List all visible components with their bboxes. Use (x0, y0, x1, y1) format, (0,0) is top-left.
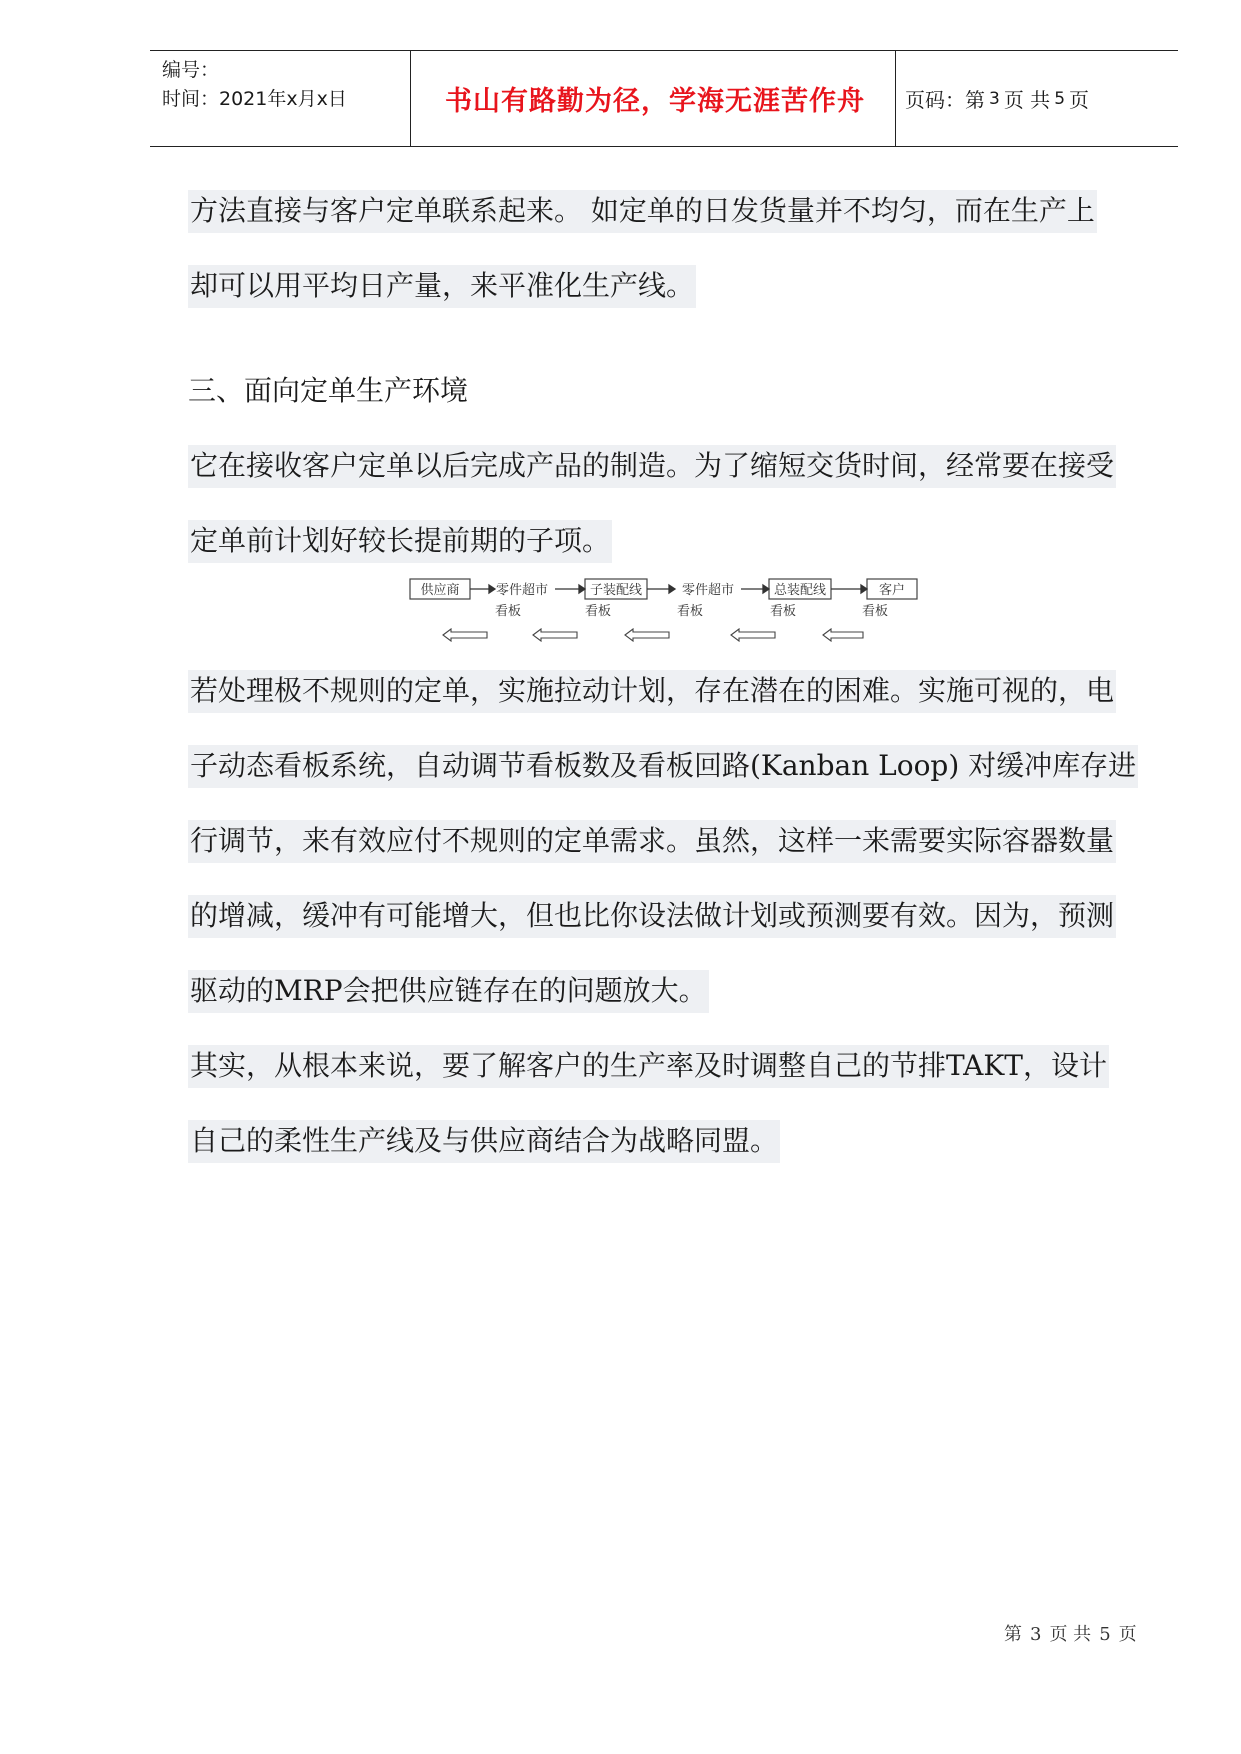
serial-label: 编号： (162, 59, 220, 81)
text-line: 若处理极不规则的定单，实施拉动计划，存在潜在的困难。实施可视的，电 (188, 670, 1116, 713)
text-line: 行调节，来有效应付不规则的定单需求。虽然，这样一来需要实际容器数量 (188, 820, 1116, 863)
footer-prefix: 第 (1004, 1624, 1022, 1645)
paragraph-3 (188, 653, 1148, 1028)
page-total: 5 (1054, 88, 1066, 109)
text-line: 它在接收客户定单以后完成产品的制造。为了缩短交货时间，经常要在接受 (188, 445, 1116, 488)
header-motto: 书山有路勤为径，学海无涯苦作舟 (445, 86, 865, 117)
page-mid: 页 共 (1003, 88, 1051, 112)
paragraph-2 (188, 428, 1148, 578)
backward-arrows (443, 629, 863, 641)
header-page-number (905, 51, 1089, 146)
text-line: 驱动的MRP会把供应链存在的问题放大。 (188, 970, 709, 1013)
kanban-label: 看板 (494, 604, 522, 619)
header-divider (895, 51, 896, 146)
text-line: 自己的柔性生产线及与供应商结合为战略同盟。 (188, 1120, 780, 1163)
section-heading-block (188, 353, 1148, 428)
customer-label: 客户 (878, 583, 906, 598)
page-suffix: 页 (1069, 88, 1090, 112)
supplier-label: 供应商 (420, 583, 460, 598)
page-header (150, 50, 1178, 147)
kanban-flow-diagram (405, 575, 925, 650)
final-assembly-label: 总装配线 (773, 583, 827, 598)
text-line: 却可以用平均日产量，来平准化生产线。 (188, 265, 696, 308)
kanban-label: 看板 (769, 604, 797, 619)
footer-suffix: 页 (1118, 1624, 1137, 1645)
subassembly-label: 子装配线 (589, 583, 643, 598)
text-line: 定单前计划好较长提前期的子项。 (188, 520, 612, 563)
text-line: 的增减，缓冲有可能增大，但也比你设法做计划或预测要有效。因为，预测 (188, 895, 1116, 938)
header-meta (162, 56, 412, 114)
footer-current: 3 (1030, 1624, 1042, 1645)
text-line: 子动态看板系统，自动调节看板数及看板回路(Kanban Loop) 对缓冲库存进 (188, 745, 1138, 788)
text-line: 方法直接与客户定单联系起来。 如定单的日发货量并不均匀，而在生产上 (188, 190, 1097, 233)
time-label: 时间：2021年x月x日 (162, 88, 347, 110)
kanban-label: 看板 (676, 604, 704, 619)
page-footer (1000, 1620, 1141, 1646)
paragraph-4 (188, 1028, 1148, 1178)
kanban-label: 看板 (861, 604, 889, 619)
footer-mid: 页 共 (1049, 1624, 1092, 1645)
kanban-label: 看板 (584, 604, 612, 619)
paragraph-1 (188, 173, 1148, 323)
text-line: 其实，从根本来说，要了解客户的生产率及时调整自己的节排TAKT，设计 (188, 1045, 1109, 1088)
parts-market-label: 零件超市 (681, 583, 735, 598)
section-heading: 三、面向定单生产环境 (188, 374, 469, 407)
page-prefix: 页码：第 (905, 88, 985, 112)
kanban-flow-svg (405, 575, 925, 650)
page-current: 3 (989, 88, 1000, 109)
footer-total: 5 (1099, 1624, 1111, 1645)
parts-market-label: 零件超市 (495, 583, 549, 598)
